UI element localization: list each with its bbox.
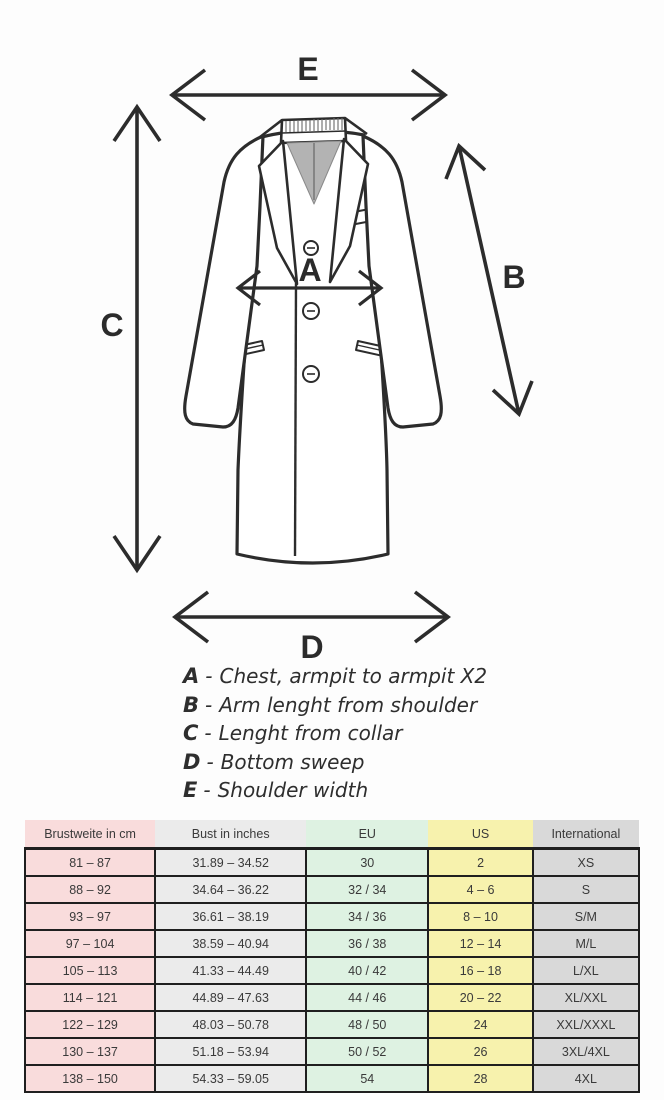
table-row (25, 957, 639, 984)
table-cell: 93 – 97 (25, 903, 155, 930)
coat-front-edge (295, 283, 296, 556)
measurement-label-a: A (298, 252, 322, 288)
legend-separator: - (203, 778, 211, 802)
table-cell: 4 – 6 (428, 876, 532, 903)
table-cell: 51.18 – 53.94 (155, 1038, 306, 1065)
measurement-label-e: E (297, 51, 319, 87)
legend-desc: Lenght from collar (218, 721, 403, 745)
table-cell: 32 / 34 (306, 876, 428, 903)
table-cell: 34.64 – 36.22 (155, 876, 306, 903)
size-chart-table (24, 820, 640, 1093)
table-cell: 36.61 – 38.19 (155, 903, 306, 930)
table-cell: L/XL (533, 957, 639, 984)
table-cell: 41.33 – 44.49 (155, 957, 306, 984)
legend-separator: - (205, 664, 213, 688)
legend-line-e (183, 776, 487, 805)
legend-desc: Bottom sweep (220, 749, 365, 774)
table-cell: 3XL/4XL (533, 1038, 639, 1065)
table-cell: 130 – 137 (25, 1038, 155, 1065)
legend-key: B (183, 692, 200, 717)
table-row (25, 1038, 639, 1065)
table-row (25, 984, 639, 1011)
table-cell: 8 – 10 (428, 903, 532, 930)
legend-line-a (183, 662, 487, 691)
table-cell: 81 – 87 (25, 849, 155, 877)
column-header-us: US (428, 820, 532, 849)
table-row (25, 876, 639, 903)
table-cell: 24 (428, 1011, 532, 1038)
column-header-bust-in-inches: Bust in inches (155, 820, 306, 849)
table-row (25, 903, 639, 930)
table-cell: 88 – 92 (25, 876, 155, 903)
table-row (25, 1011, 639, 1038)
table-cell: 26 (428, 1038, 532, 1065)
table-header-row (25, 820, 639, 849)
legend-line-c (183, 719, 487, 748)
table-row (25, 930, 639, 957)
legend-separator: - (204, 721, 212, 745)
table-cell: 54.33 – 59.05 (155, 1065, 306, 1092)
legend-desc: Chest, armpit to armpit X2 (219, 664, 488, 688)
legend-key: E (183, 778, 198, 802)
legend-key: C (183, 721, 199, 745)
table-cell: XL/XXL (533, 984, 639, 1011)
measurement-label-b: B (502, 259, 526, 295)
legend-separator: - (205, 692, 213, 717)
table-cell: 114 – 121 (25, 984, 155, 1011)
table-cell: 138 – 150 (25, 1065, 155, 1092)
measurement-label-d: D (300, 629, 324, 664)
table-cell: 105 – 113 (25, 957, 155, 984)
table-cell: S/M (533, 903, 639, 930)
table-cell: 40 / 42 (306, 957, 428, 984)
coat-outline (185, 118, 442, 563)
table-cell: 34 / 36 (306, 903, 428, 930)
table-cell: 54 (306, 1065, 428, 1092)
table-row (25, 1065, 639, 1092)
table-cell: 50 / 52 (306, 1038, 428, 1065)
table-cell: 97 – 104 (25, 930, 155, 957)
table-cell: 122 – 129 (25, 1011, 155, 1038)
table-cell: 44 / 46 (306, 984, 428, 1011)
table-cell: 48.03 – 50.78 (155, 1011, 306, 1038)
table-cell: 30 (306, 849, 428, 877)
table-cell: 38.59 – 40.94 (155, 930, 306, 957)
legend-line-b (183, 691, 487, 720)
legend-line-d (183, 748, 487, 777)
table-cell: 28 (428, 1065, 532, 1092)
table-cell: 31.89 – 34.52 (155, 849, 306, 877)
column-header-international: International (533, 820, 639, 849)
measurement-label-c: C (100, 307, 124, 343)
legend-desc: Shoulder width (217, 778, 369, 802)
table-cell: XS (533, 849, 639, 877)
table-cell: 16 – 18 (428, 957, 532, 984)
table-cell: 36 / 38 (306, 930, 428, 957)
legend (183, 662, 487, 805)
table-cell: 12 – 14 (428, 930, 532, 957)
table-cell: XXL/XXXL (533, 1011, 639, 1038)
table-cell: 20 – 22 (428, 984, 532, 1011)
column-header-eu: EU (306, 820, 428, 849)
table-row (25, 849, 639, 877)
table-cell: 4XL (533, 1065, 639, 1092)
legend-separator: - (206, 749, 214, 774)
table-cell: 48 / 50 (306, 1011, 428, 1038)
column-header-brustweite-in-cm: Brustweite in cm (25, 820, 155, 849)
legend-desc: Arm lenght from shoulder (219, 692, 478, 717)
table-cell: 2 (428, 849, 532, 877)
legend-key: A (183, 664, 200, 688)
table-cell: M/L (533, 930, 639, 957)
table-cell: 44.89 – 47.63 (155, 984, 306, 1011)
legend-key: D (183, 749, 201, 774)
table-cell: S (533, 876, 639, 903)
